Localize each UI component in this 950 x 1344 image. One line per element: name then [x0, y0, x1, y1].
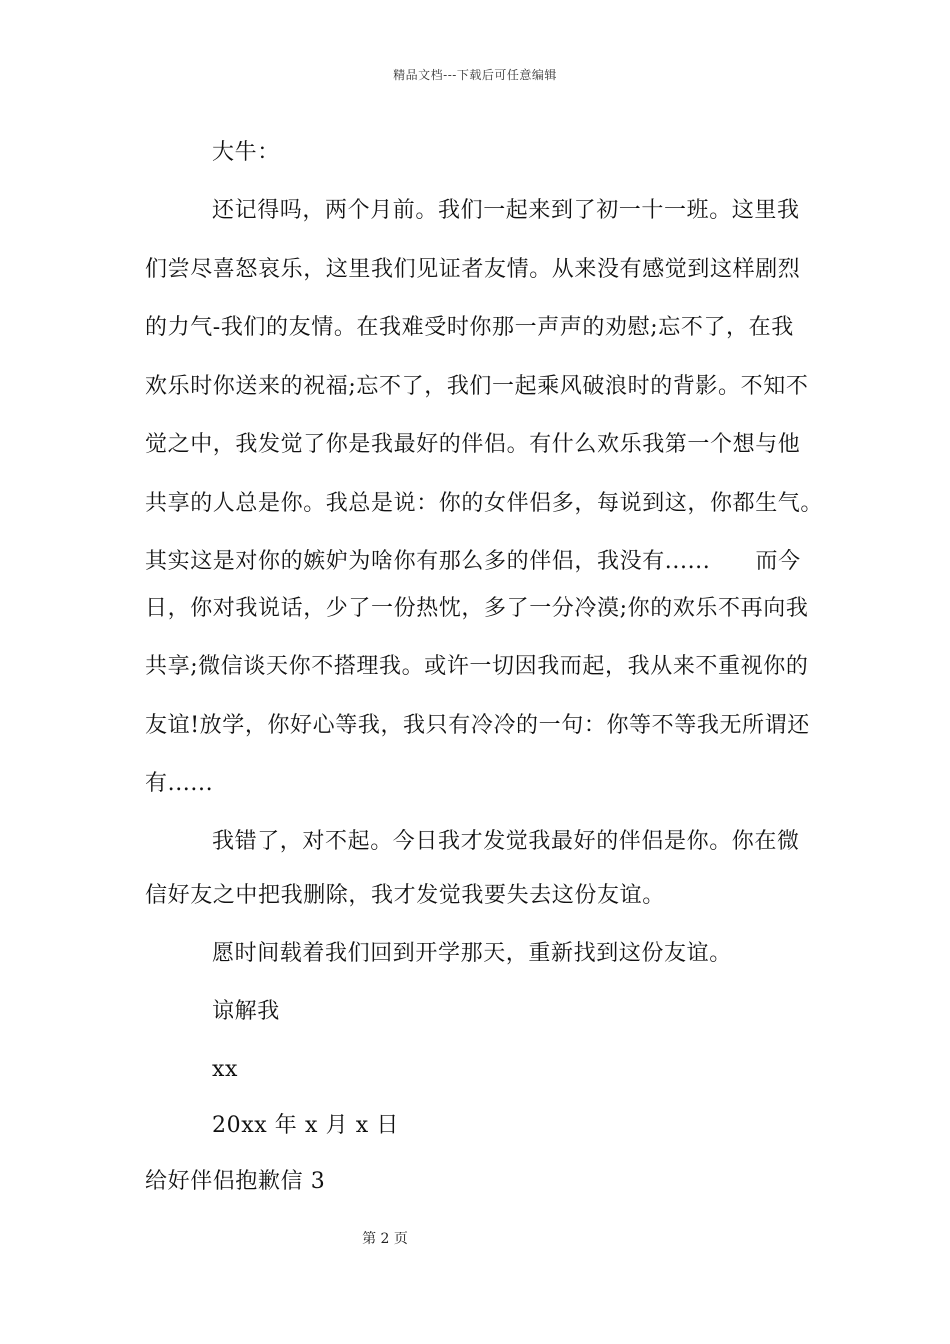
- paragraph-1-line: 们尝尽喜怒哀乐，这里我们见证者友情。从来没有感觉到这样剧烈: [145, 257, 801, 282]
- paragraph-1-line: 友谊!放学，你好心等我，我只有冷冷的一句：你等不等我无所谓还: [145, 713, 810, 738]
- paragraph-1-line: 共享;微信谈天你不搭理我。或许一切因我而起，我从来不重视你的: [145, 654, 809, 679]
- salutation: 大牛：: [212, 140, 280, 165]
- next-letter-title: 给好伴侣抱歉信 3: [145, 1169, 326, 1194]
- paragraph-1-line: 其实这是对你的嫉妒为啥你有那么多的伴侣，我没有...... 而今: [145, 549, 801, 574]
- letter-date: 20xx 年 x 月 x 日: [212, 1113, 399, 1138]
- paragraph-1-line: 有......: [145, 771, 214, 796]
- paragraph-3: 愿时间载着我们回到开学那天，重新找到这份友谊。: [212, 941, 732, 966]
- paragraph-2-line: 信好友之中把我删除，我才发觉我要失去这份友谊。: [145, 883, 665, 908]
- paragraph-1-line: 共享的人总是你。我总是说：你的女伴侣多，每说到这，你都生气。: [145, 491, 824, 516]
- page-number: 第 2 页: [362, 1231, 408, 1247]
- paragraph-1-line: 的力气-我们的友情。在我难受时你那一声声的劝慰;忘不了，在我: [145, 315, 794, 340]
- paragraph-1-line: 欢乐时你送来的祝福;忘不了，我们一起乘风破浪时的背影。不知不: [145, 374, 809, 399]
- paragraph-2-line: 我错了，对不起。今日我才发觉我最好的伴侣是你。你在微: [212, 829, 800, 854]
- signature: xx: [212, 1057, 239, 1082]
- closing-line: 谅解我: [212, 999, 280, 1024]
- page-header: 精品文档---下载后可任意编辑: [393, 68, 557, 82]
- paragraph-1-line: 日，你对我说话，少了一份热忱，多了一分冷漠;你的欢乐不再向我: [145, 596, 809, 621]
- paragraph-1-line: 还记得吗，两个月前。我们一起来到了初一十一班。这里我: [212, 198, 800, 223]
- paragraph-1-line: 觉之中，我发觉了你是我最好的伴侣。有什么欢乐我第一个想与他: [145, 432, 801, 457]
